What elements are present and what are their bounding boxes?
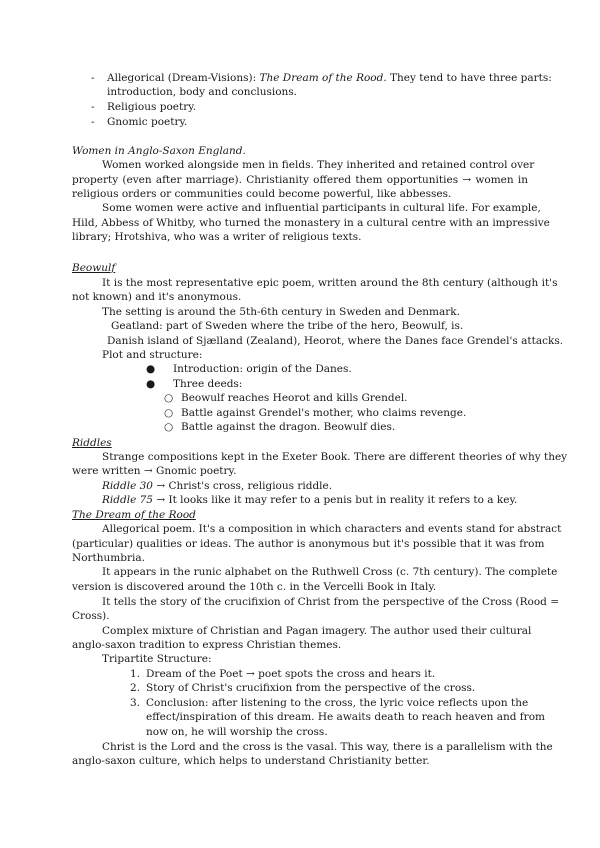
paragraph-line: Hild, Abbess of Whitby, who turned the monastery in a cultural centre with an impressive: [72, 217, 550, 229]
paragraph-line: anglo-saxon culture, which helps to understand Christianity better.: [72, 755, 430, 767]
paragraph-line: Cross).: [72, 610, 110, 622]
paragraph-line: Christ is the Lord and the cross is the vasal. This way, there is a parallelism with the: [102, 741, 553, 753]
paragraph-line: religious orders or communities could become powerful, like abbesses.: [72, 188, 452, 200]
paragraph-line: Some women were active and influential participants in cultural life. For example,: [102, 202, 541, 214]
list-number: 1.: [130, 668, 141, 680]
paragraph-line: not known) and it's anonymous.: [72, 291, 242, 303]
paragraph-line: Strange compositions kept in the Exeter Book. There are different theories of why they: [102, 451, 568, 463]
list-item-gnomic: Gnomic poetry.: [107, 116, 188, 128]
paragraph-line: (particular) qualities or ideas. The author is anonymous but it's possible that it was from: [72, 538, 545, 550]
list-item: Beowulf reaches Heorot and kills Grendel.: [181, 392, 408, 404]
riddle-30: Riddle 30 → Christ's cross, religious riddle.: [102, 480, 333, 492]
paragraph-line: library; Hrotshiva, who was a writer of religious texts.: [72, 231, 362, 243]
list-item-religious: Religious poetry.: [107, 101, 197, 113]
list-item: Dream of the Poet → poet spots the cross and hears it.: [146, 668, 436, 680]
circle-bullet-icon: ○: [164, 421, 174, 433]
list-item-continuation: now on, he will worship the cross.: [146, 726, 328, 738]
section-heading-women: Women in Anglo-Saxon England.: [72, 145, 246, 157]
paragraph-line: It tells the story of the crucifixion of Christ from the perspective of the Cross (Rood =: [102, 596, 560, 608]
paragraph-line: were written → Gnomic poetry.: [72, 465, 237, 477]
circle-bullet-icon: ○: [164, 407, 174, 419]
paragraph-line: anglo-saxon tradition to express Christian themes.: [72, 639, 342, 651]
list-item: Three deeds:: [173, 378, 243, 390]
list-dash: -: [91, 72, 95, 84]
list-item: Battle against Grendel's mother, who claims revenge.: [181, 407, 467, 419]
paragraph-line: property (even after marriage). Christianity offered them opportunities → women in: [72, 174, 528, 186]
circle-bullet-icon: ○: [164, 392, 174, 404]
paragraph-line: Danish island of Sjælland (Zealand), Heorot, where the Danes face Grendel's attacks.: [107, 335, 564, 347]
paragraph-line: Plot and structure:: [102, 349, 203, 361]
riddle-75: Riddle 75 → It looks like it may refer to a penis but in reality it refers to a key.: [102, 494, 518, 506]
paragraph-line: Women worked alongside men in fields. They inherited and retained control over: [102, 159, 535, 171]
section-heading-rood: The Dream of the Rood: [72, 509, 196, 521]
paragraph-line: The setting is around the 5th-6th century in Sweden and Denmark.: [102, 306, 460, 318]
list-item: Conclusion: after listening to the cross, the lyric voice reflects upon the: [146, 697, 529, 709]
paragraph-line: It is the most representative epic poem, written around the 8th century (although it's: [102, 277, 558, 289]
list-item-allegorical: Allegorical (Dream-Visions): The Dream of the Rood. They tend to have three parts:: [107, 72, 552, 84]
list-item-continuation: effect/inspiration of this dream. He awaits death to reach heaven and from: [146, 711, 545, 723]
list-dash: -: [91, 101, 95, 113]
section-heading-beowulf: Beowulf: [72, 262, 116, 274]
list-item-continuation: introduction, body and conclusions.: [107, 86, 298, 98]
paragraph-line: Allegorical poem. It's a composition in which characters and events stand for abstract: [102, 523, 562, 535]
list-item: Story of Christ's crucifixion from the perspective of the cross.: [146, 682, 476, 694]
list-item: Battle against the dragon. Beowulf dies.: [181, 421, 396, 433]
bullet-icon: ●: [146, 363, 156, 375]
paragraph-line: It appears in the runic alphabet on the Ruthwell Cross (c. 7th century). The complete: [102, 566, 558, 578]
paragraph-line: Complex mixture of Christian and Pagan imagery. The author used their cultural: [102, 625, 532, 637]
list-number: 2.: [130, 682, 141, 694]
list-item: Introduction: origin of the Danes.: [173, 363, 352, 375]
list-dash: -: [91, 116, 95, 128]
bullet-icon: ●: [146, 378, 156, 390]
paragraph-line: version is discovered around the 10th c. in the Vercelli Book in Italy.: [72, 581, 437, 593]
paragraph-line: Tripartite Structure:: [102, 653, 212, 665]
section-heading-riddles: Riddles: [72, 437, 112, 449]
paragraph-line: Northumbria.: [72, 552, 145, 564]
paragraph-line: Geatland: part of Sweden where the tribe of the hero, Beowulf, is.: [111, 320, 464, 332]
list-number: 3.: [130, 697, 141, 709]
